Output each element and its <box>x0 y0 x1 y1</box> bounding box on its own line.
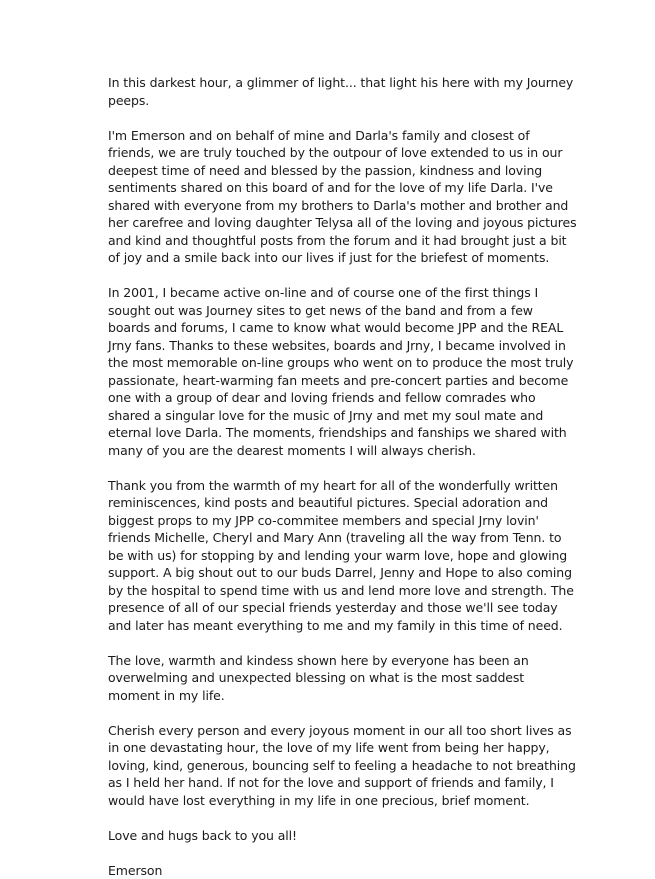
paragraph-closing: Love and hugs back to you all! <box>108 827 578 845</box>
paragraph-cherish: Cherish every person and every joyous moment in our all too short lives as in one devastating hour, the love of my life went from being her happy, loving, kind, generous, bouncing self to feeling a headache to not breathing as I held her hand. If not for the love and support of friends and family, I would have lost everything in my life in one precious, brief moment. <box>108 722 578 810</box>
signature: Emerson <box>108 862 578 879</box>
paragraph-history: In 2001, I became active on-line and of course one of the first things I sought out was Journey sites to get news of the band and from a few boards and forums, I came to know what would become JPP and the REAL Jrny fans. Thanks to these websites, boards and Jrny, I became involved in the most memorable on-line groups who went on to produce the most truly passionate, heart-warming fan meets and pre-concert parties and become one with a group of dear and loving friends and fellow comrades who shared a singular love for the music of Jrny and met my soul mate and eternal love Darla. The moments, friendships and fanships we shared with many of you are the dearest moments I will always cherish. <box>108 284 578 459</box>
paragraph-opening: In this darkest hour, a glimmer of light... that light his here with my Journey peeps. <box>108 74 578 109</box>
paragraph-introduction: I'm Emerson and on behalf of mine and Darla's family and closest of friends, we are truly touched by the outpour of love extended to us in our deepest time of need and blessed by the passion, kindness and loving sentiments shared on this board of and for the love of my life Darla. I've shared with everyone from my brothers to Darla's mother and brother and her carefree and loving daughter Telysa all of the loving and joyous pictures and kind and thoughtful posts from the forum and it had brought just a bit of joy and a smile back into our lives if just for the briefest of moments. <box>108 127 578 267</box>
letter-body <box>108 74 578 879</box>
paragraph-gratitude: The love, warmth and kindess shown here by everyone has been an overwelming and unexpected blessing on what is the most saddest moment in my life. <box>108 652 578 705</box>
paragraph-thanks: Thank you from the warmth of my heart for all of the wonderfully written reminiscences, kind posts and beautiful pictures. Special adoration and biggest props to my JPP co-commitee members and special Jrny lovin' friends Michelle, Cheryl and Mary Ann (traveling all the way from Tenn. to be with us) for stopping by and lending your warm love, hope and glowing support. A big shout out to our buds Darrel, Jenny and Hope to also coming by the hospital to spend time with us and lend more love and strength. The presence of all of our special friends yesterday and those we'll see today and later has meant everything to me and my family in this time of need. <box>108 477 578 635</box>
